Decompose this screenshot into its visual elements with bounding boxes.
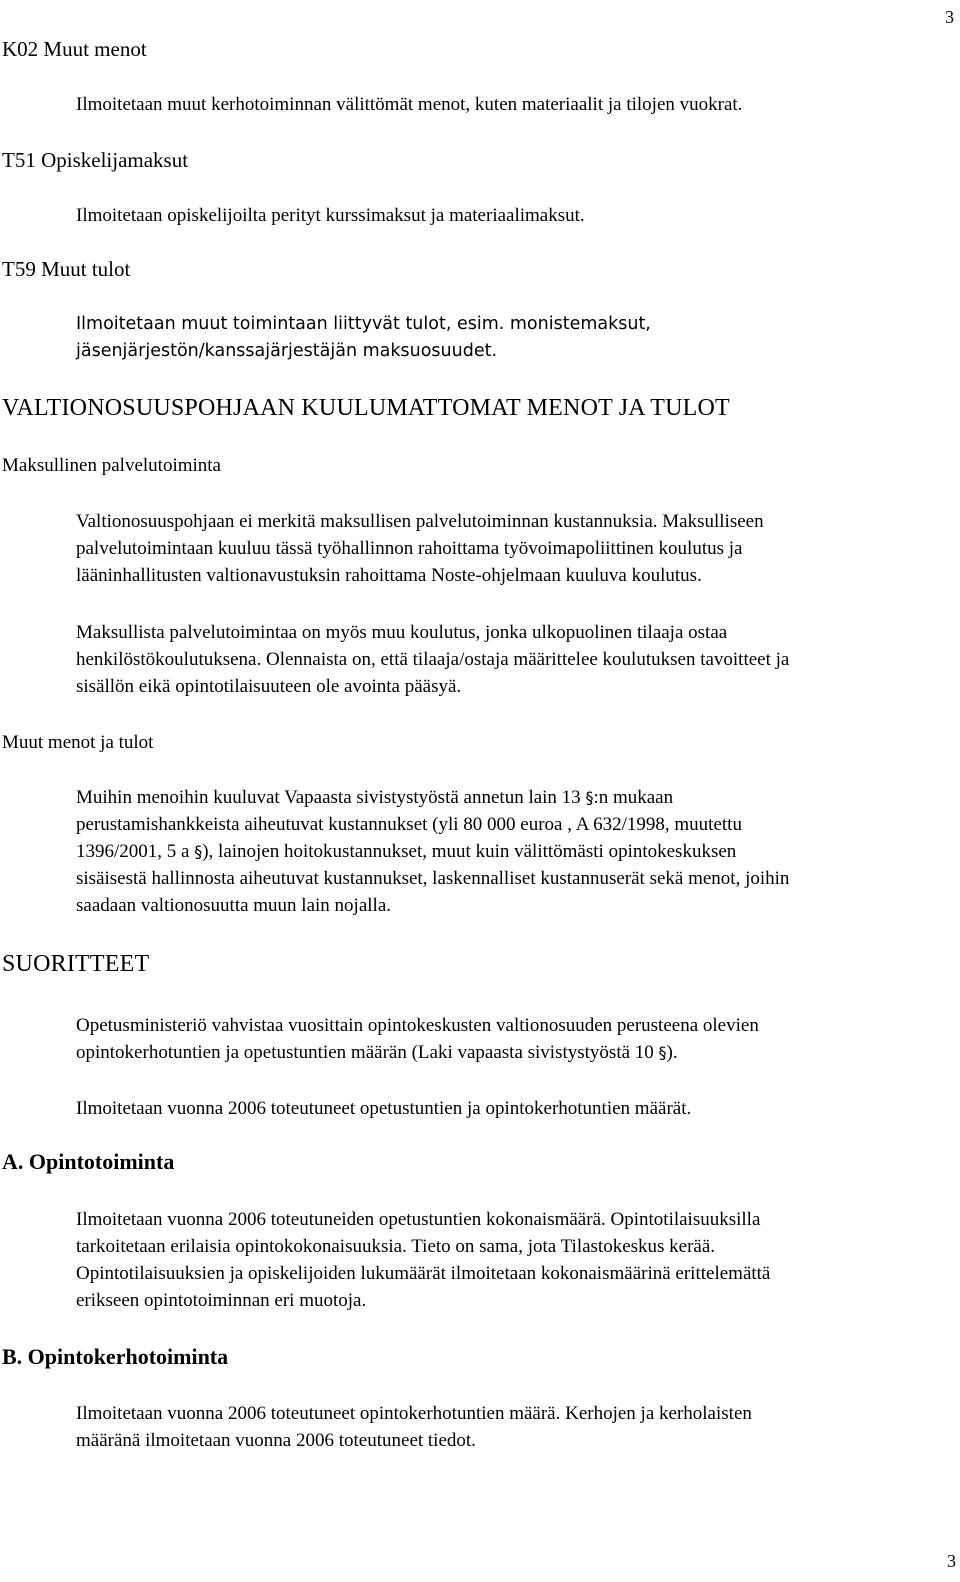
paragraph-muut-menot [76, 784, 956, 919]
paragraph-line: Opintotilaisuuksien ja opiskelijoiden lukumäärät ilmoitetaan kokonaismäärinä erittelemättä [76, 1263, 771, 1284]
section-symbol: § [194, 842, 203, 861]
section-heading-b: B. Opintokerhotoiminta [2, 1344, 229, 1369]
subheading-muut-menot: Muut menot ja tulot [2, 732, 154, 753]
paragraph-suoritteet-2: Ilmoitetaan vuonna 2006 toteutuneet opetustuntien ja opintokerhotuntien määrät. [76, 1098, 692, 1119]
section-heading-t59: T59 Muut tulot [2, 257, 131, 281]
paragraph-line: Ilmoitetaan vuonna 2006 toteutuneiden opetustuntien kokonaismäärä. Opintotilaisuuksilla [76, 1209, 761, 1230]
paragraph-line: 1396/2001, 5 a §), lainojen hoitokustannukset, muut kuin välittömästi opintokeskuksen [76, 841, 737, 862]
paragraph-line: palvelutoimintaan kuuluu tässä työhallinnon rahoittama työvoimapoliittinen koulutus ja [76, 538, 743, 559]
paragraph-t51: Ilmoitetaan opiskelijoilta perityt kurssimaksut ja materiaalimaksut. [76, 205, 585, 226]
page-number-top: 3 [945, 7, 954, 27]
paragraph-maksullinen-2 [76, 619, 956, 700]
paragraph-line: sisäisestä hallinnosta aiheutuvat kustannukset, laskennalliset kustannuserät sekä menot, joihin [76, 868, 790, 889]
paragraph-k02: Ilmoitetaan muut kerhotoiminnan välittömät menot, kuten materiaalit ja tilojen vuokrat. [76, 94, 743, 115]
paragraph-a [76, 1206, 956, 1314]
section-symbol: § [658, 1043, 667, 1062]
section-heading-valtionosuus: VALTIONOSUUSPOHJAAN KUULUMATTOMAT MENOT JA TULOT [2, 395, 730, 421]
paragraph-b [76, 1400, 956, 1454]
page-number-bottom: 3 [947, 1551, 956, 1571]
paragraph-line: Valtionosuuspohjaan ei merkitä maksullisen palvelutoiminnan kustannuksia. Maksulliseen [76, 511, 764, 532]
paragraph-line: henkilöstökoulutuksena. Olennaista on, että tilaaja/ostaja määrittelee koulutuksen tavoitteet ja [76, 649, 790, 670]
paragraph-line: tarkoitetaan erilaisia opintokokonaisuuksia. Tieto on sama, jota Tilastokeskus kerää. [76, 1236, 716, 1257]
subheading-maksullinen: Maksullinen palvelutoiminta [2, 455, 221, 476]
section-heading-a: A. Opintotoiminta [2, 1149, 175, 1174]
paragraph-line: Ilmoitetaan vuonna 2006 toteutuneet opintokerhotuntien määrä. Kerhojen ja kerholaisten [76, 1403, 752, 1424]
paragraph-line: määränä ilmoitetaan vuonna 2006 toteutuneet tiedot. [76, 1430, 476, 1451]
section-heading-t51: T51 Opiskelijamaksut [2, 148, 189, 172]
paragraph-line: lääninhallitusten valtionavustuksin rahoittama Noste-ohjelmaan kuuluva koulutus. [76, 565, 702, 586]
paragraph-line: Ilmoitetaan muut toimintaan liittyvät tulot, esim. monistemaksut, [76, 314, 651, 334]
paragraph-line: erikseen opintotoiminnan eri muotoja. [76, 1290, 367, 1311]
paragraph-line: sisällön eikä opintotilaisuuteen ole avointa pääsyä. [76, 676, 462, 697]
paragraph-maksullinen-1 [76, 508, 956, 589]
section-symbol: § [585, 788, 594, 807]
section-heading-k02: K02 Muut menot [2, 37, 147, 61]
section-heading-suoritteet: SUORITTEET [2, 951, 150, 977]
paragraph-suoritteet-1 [76, 1012, 956, 1066]
paragraph-line: perustamishankkeista aiheutuvat kustannukset (yli 80 000 euroa , A 632/1998, muutettu [76, 814, 742, 835]
paragraph-line: opintokerhotuntien ja opetustuntien määrän (Laki vapaasta sivistystyöstä 10 §). [76, 1042, 678, 1063]
paragraph-t59 [76, 311, 956, 365]
paragraph-line: saadaan valtionosuutta muun lain nojalla. [76, 895, 392, 916]
paragraph-line: Maksullista palvelutoimintaa on myös muu koulutus, jonka ulkopuolinen tilaaja ostaa [76, 622, 728, 643]
paragraph-line: Muihin menoihin kuuluvat Vapaasta sivistystyöstä annetun lain 13 §:n mukaan [76, 787, 674, 808]
paragraph-line: jäsenjärjestön/kanssajärjestäjän maksuosuudet. [76, 341, 498, 361]
paragraph-line: Opetusministeriö vahvistaa vuosittain opintokeskusten valtionosuuden perusteena olevien [76, 1015, 759, 1036]
